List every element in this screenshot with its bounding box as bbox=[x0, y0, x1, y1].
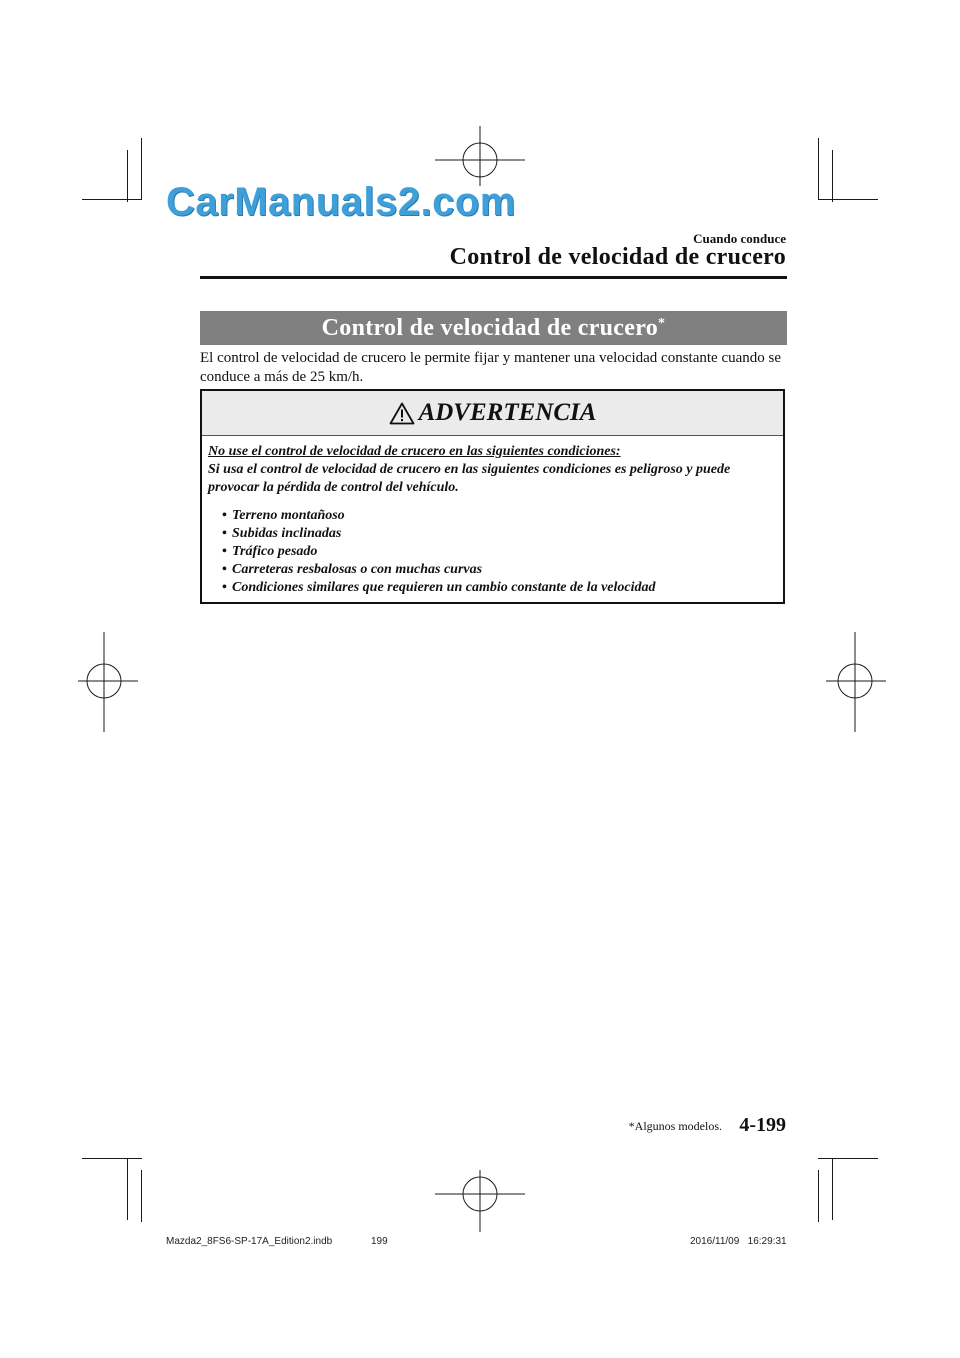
warning-header bbox=[202, 391, 783, 436]
registration-mark-bottom bbox=[435, 1160, 525, 1240]
chapter-label: Cuando conduce bbox=[693, 231, 786, 246]
watermark-logo: CarManuals2.com bbox=[166, 180, 516, 224]
warning-lead: No use el control de velocidad de crucero en las siguientes condiciones: bbox=[208, 444, 621, 459]
warning-text: Si usa el control de velocidad de crucero en las siguientes condiciones es peligroso y puede provocar la pérdida de control del vehículo. bbox=[208, 462, 731, 495]
warning-body bbox=[202, 436, 783, 597]
registration-mark-left bbox=[78, 632, 138, 732]
warning-triangle-icon bbox=[389, 402, 415, 425]
list-item: • Tráfico pesado bbox=[222, 544, 318, 559]
warning-box bbox=[200, 389, 785, 604]
page-number: 4-199 bbox=[739, 1114, 786, 1136]
some-models-mark: * bbox=[658, 316, 666, 331]
topic-title: Control de velocidad de crucero bbox=[321, 314, 659, 341]
print-file-name: Mazda2_8FS6-SP-17A_Edition2.indb bbox=[166, 1236, 333, 1247]
warning-list bbox=[208, 507, 777, 597]
print-file-page: 199 bbox=[371, 1236, 388, 1247]
list-item: • Condiciones similares que requieren un cambio constante de la velocidad bbox=[222, 580, 656, 595]
list-item: • Subidas inclinadas bbox=[222, 526, 342, 541]
footnote: *Algunos modelos. bbox=[628, 1119, 722, 1133]
registration-mark-right bbox=[826, 632, 886, 732]
list-item: • Carreteras resbalosas o con muchas curvas bbox=[222, 562, 483, 577]
print-timestamp: 2016/11/09 16:29:31 bbox=[690, 1236, 787, 1247]
header-rule bbox=[200, 276, 787, 279]
section-title: Control de velocidad de crucero bbox=[449, 244, 786, 270]
topic-banner bbox=[200, 311, 787, 345]
list-item: • Terreno montañoso bbox=[222, 508, 345, 523]
warning-title: ADVERTENCIA bbox=[418, 399, 597, 426]
intro-paragraph: El control de velocidad de crucero le permite fijar y mantener una velocidad constante cuando se conduce a más de 25 km/h. bbox=[200, 350, 782, 385]
